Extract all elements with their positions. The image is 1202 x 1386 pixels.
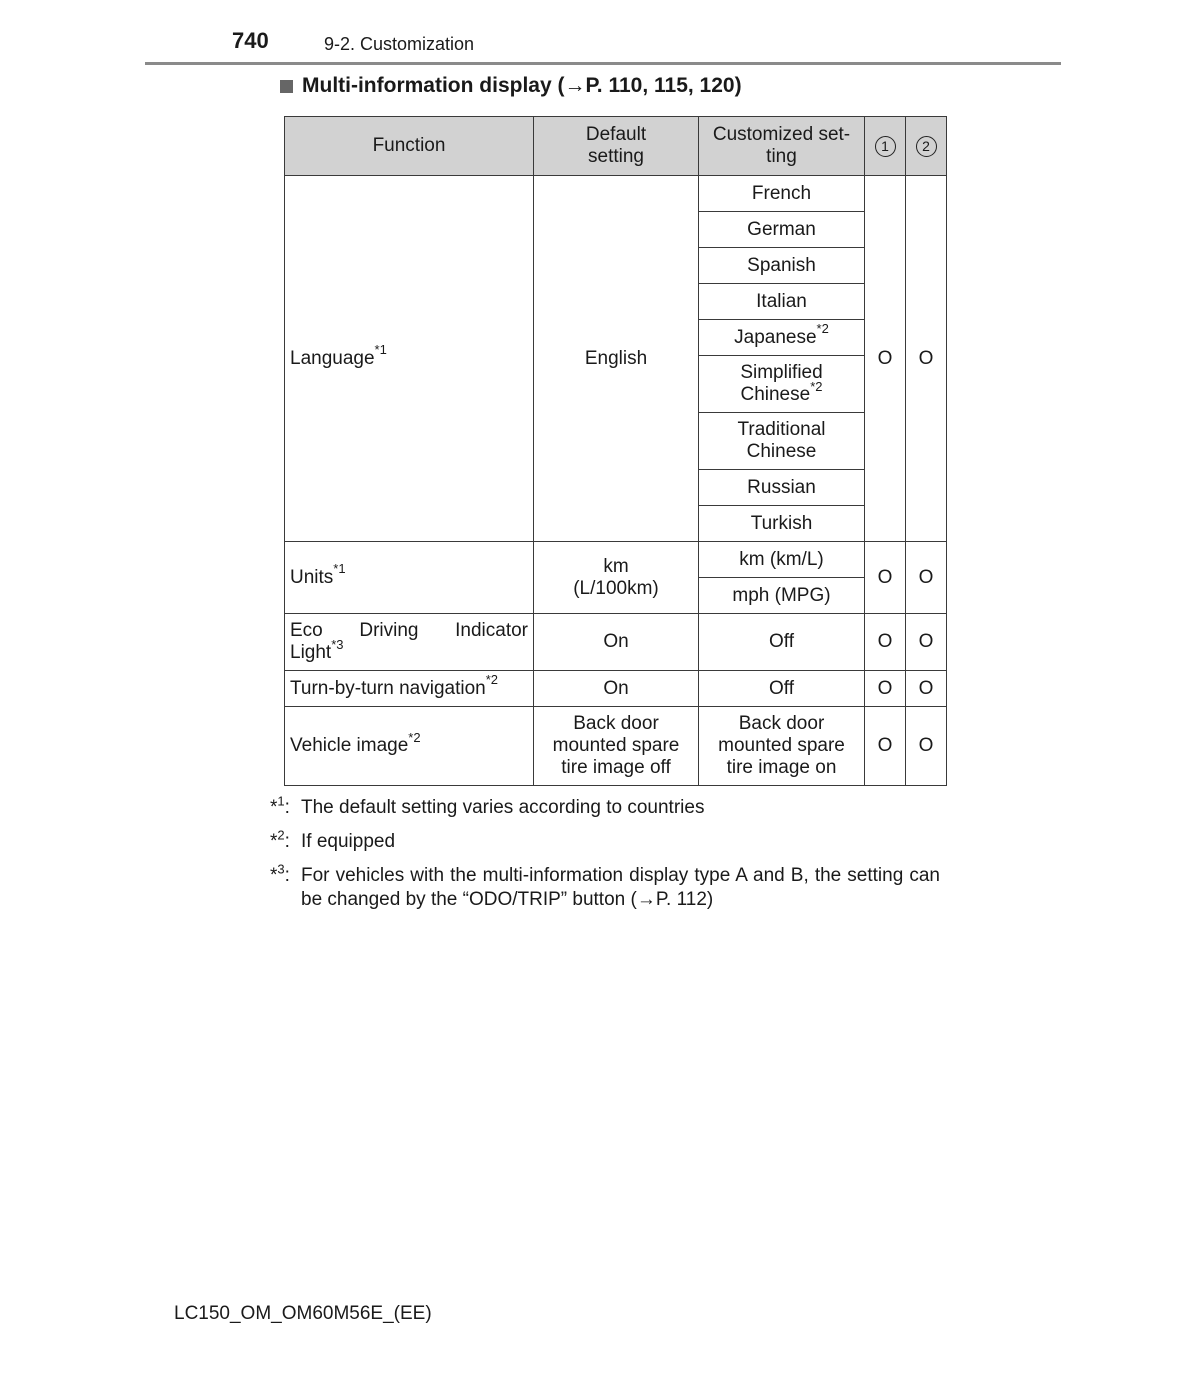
footnote-ref: *1 [333, 561, 346, 577]
eco-mark-1: O [865, 614, 906, 671]
page-number: 740 [232, 28, 269, 53]
vehicle-image-mark-1: O [865, 707, 906, 786]
header-default-line2: setting [588, 146, 644, 167]
navigation-label: Turn-by-turn navigation [290, 677, 486, 699]
table-row [285, 176, 947, 212]
footnote-marker: *$^2$: [270, 827, 290, 852]
footnote-ref: *2 [816, 321, 829, 337]
vehicle-image-mark-2: O [906, 707, 947, 786]
footnote-text: The default setting varies according to countries [301, 797, 705, 818]
footnotes [270, 793, 940, 922]
vehicle-custom-line3: tire image on [726, 757, 837, 778]
driving-word: Driving [359, 620, 419, 641]
footnote-star: * [270, 797, 278, 818]
option-traditional-chinese [699, 413, 865, 470]
header-default-setting [534, 117, 699, 176]
option-german: German [699, 212, 865, 248]
circled-1-icon: 1 [875, 136, 896, 157]
header-customized-setting [699, 117, 865, 176]
subsection-title: Multi-information display (→P. 110, 115, 120) [302, 74, 742, 97]
vehicle-default-line1: Back door [573, 713, 659, 734]
footnote-star: * [270, 831, 278, 852]
square-bullet-icon [280, 80, 293, 93]
vehicle-image-default [534, 707, 699, 786]
language-mark-1: O [865, 176, 906, 542]
option-spanish: Spanish [699, 248, 865, 284]
light-word: Light [290, 642, 332, 663]
footnote-ref: *3 [331, 636, 344, 652]
vehicle-custom-line1: Back door [738, 713, 825, 734]
language-default: English [534, 176, 699, 542]
footnote-3 [270, 861, 940, 912]
units-label: Units [290, 566, 334, 588]
header-custom-line1: Customized set- [712, 124, 851, 145]
units-default-line1: km [603, 555, 629, 577]
footer-code: LC150_OM_OM60M56E_(EE) [174, 1303, 432, 1324]
vehicle-default-line3: tire image off [561, 757, 671, 778]
eco-custom: Off [699, 614, 865, 671]
language-label: Language [290, 347, 375, 369]
section-title: 9-2. Customization [324, 34, 475, 54]
vehicle-image-function [285, 707, 534, 786]
option-russian: Russian [699, 470, 865, 506]
option-japanese-label: Japanese [734, 326, 817, 348]
footnote-2 [270, 827, 940, 854]
navigation-default: On [534, 671, 699, 707]
language-function [285, 176, 534, 542]
navigation-mark-2: O [906, 671, 947, 707]
table-header-row [285, 117, 947, 176]
eco-function [285, 614, 534, 671]
footnote-ref: *2 [485, 672, 499, 688]
option-traditional-line2: Chinese [746, 441, 817, 462]
footnote-number: 3 [277, 861, 285, 877]
units-option-mph: mph (MPG) [699, 578, 865, 614]
navigation-custom: Off [699, 671, 865, 707]
subsection-heading [280, 74, 742, 98]
footnote-ref: *1 [374, 342, 387, 358]
header-col-1 [865, 117, 906, 176]
units-default [534, 542, 699, 614]
table-row [285, 707, 947, 786]
eco-function-line2 [290, 636, 528, 664]
footnote-1 [270, 793, 940, 820]
navigation-function [285, 671, 534, 707]
vehicle-custom-line2: mounted spare [718, 735, 845, 756]
option-japanese [699, 320, 865, 356]
table-row [285, 542, 947, 578]
header-default-line1: Default [585, 124, 647, 145]
header-col-2 [906, 117, 947, 176]
footnote-ref: *2 [810, 378, 823, 394]
eco-default: On [534, 614, 699, 671]
indicator-word: Indicator [455, 620, 528, 641]
footnote-marker: *$^3$: [270, 861, 290, 886]
eco-mark-2: O [906, 614, 947, 671]
option-turkish: Turkish [699, 506, 865, 542]
vehicle-image-custom [699, 707, 865, 786]
settings-table [284, 116, 947, 786]
vehicle-default-line2: mounted spare [552, 735, 680, 756]
option-simplified-chinese [699, 356, 865, 413]
footnote-star: * [270, 865, 278, 886]
units-mark-2: O [906, 542, 947, 614]
header-rule [145, 62, 1061, 65]
footnote-marker: *$^1$: [270, 793, 290, 818]
header-custom-line2: ting [766, 146, 797, 167]
option-french: French [699, 176, 865, 212]
footnote-text: For vehicles with the multi-information display type A and B, the setting can be changed by the “ODO/TRIP” button (→P. 112) [301, 865, 940, 910]
circled-2-icon: 2 [916, 136, 937, 157]
language-mark-2: O [906, 176, 947, 542]
table-row [285, 671, 947, 707]
option-italian: Italian [699, 284, 865, 320]
header-function: Function [285, 117, 534, 176]
option-simplified-line1: Simplified [740, 362, 823, 383]
option-simplified-line2: Chinese [740, 384, 811, 405]
table-row [285, 614, 947, 671]
units-option-km: km (km/L) [699, 542, 865, 578]
units-function [285, 542, 534, 614]
option-traditional-line1: Traditional [737, 419, 826, 440]
vehicle-image-label: Vehicle image [290, 735, 409, 756]
footnote-number: 2 [277, 827, 285, 843]
eco-function-line1 [290, 620, 528, 642]
units-mark-1: O [865, 542, 906, 614]
footnote-number: 1 [277, 793, 285, 809]
units-default-line2: (L/100km) [573, 577, 659, 599]
footnote-text: If equipped [301, 831, 396, 852]
footnote-ref: *2 [408, 729, 421, 745]
navigation-mark-1: O [865, 671, 906, 707]
eco-word: Eco [290, 620, 323, 641]
